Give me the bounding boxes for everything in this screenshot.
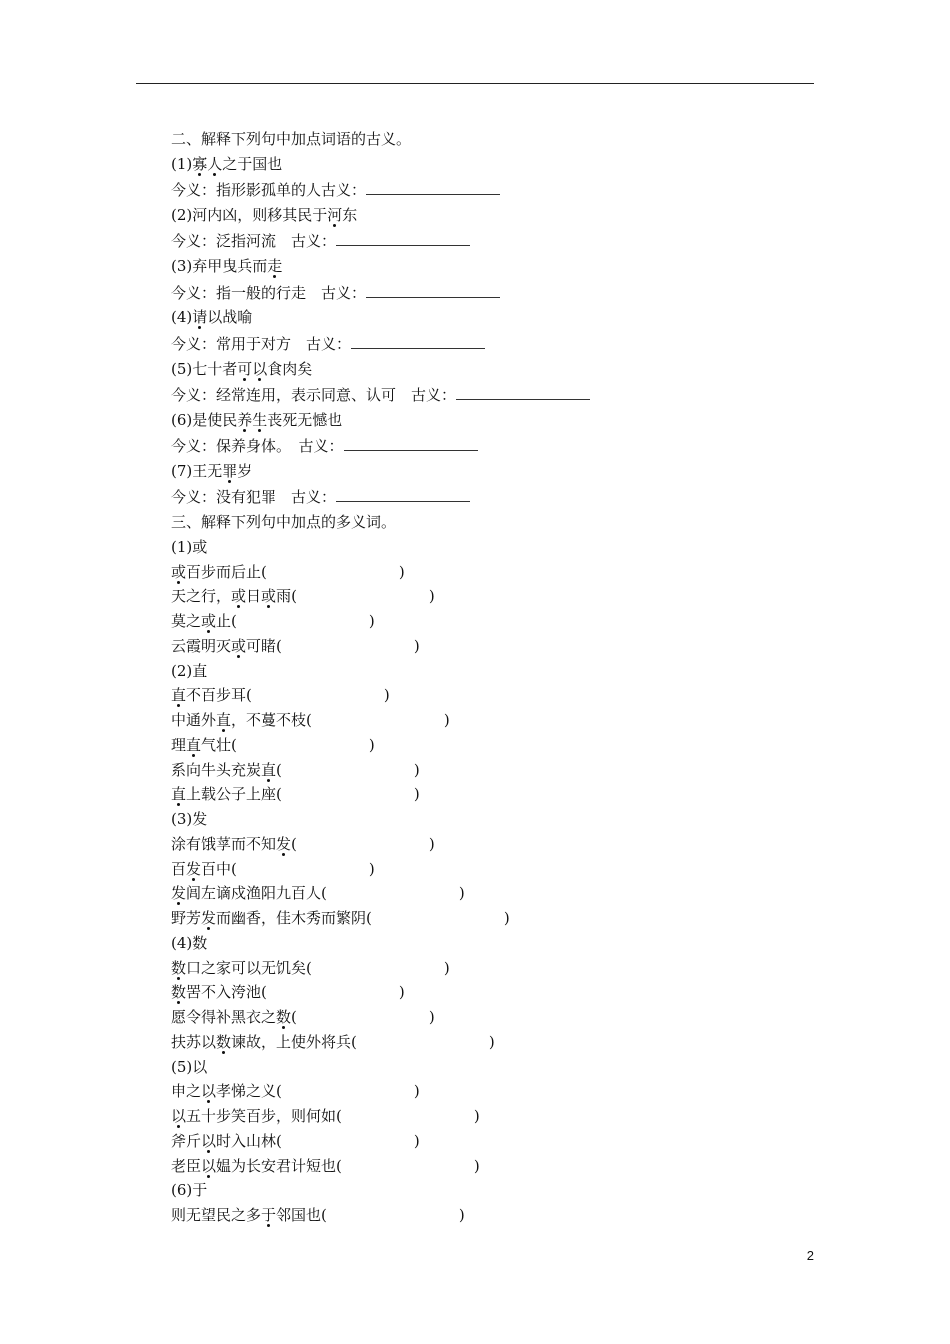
text-segment: 愿令得补黑衣之 [171,1008,277,1027]
dotted-word: 或 [231,636,247,655]
text-segment: 申之 [171,1082,202,1101]
text-line [171,357,811,382]
text-segment: (3)弃甲曳兵而 [171,257,268,276]
text-segment: (5)以 [171,1057,208,1076]
close-paren: ) [443,711,450,730]
text-segment: (1)或 [171,537,208,556]
text-segment: 食肉矣 [267,359,313,378]
text-segment: 罟不入洿池( [186,983,267,1002]
text-line [171,560,811,585]
text-segment: 以战喻 [207,308,253,327]
close-paren: ) [398,562,405,581]
dotted-word: 或 [231,587,247,606]
text-segment: 日 [246,587,262,606]
text-line [171,881,811,906]
text-segment: 闾左谪戍渔阳九百人( [186,884,327,903]
dotted-word: 或 [261,587,277,606]
dotted-word: 罪 [222,461,238,480]
text-segment: (6)于 [171,1181,208,1200]
text-segment: 止( [216,612,237,631]
text-segment: 五十步笑百步，则何如( [186,1107,342,1126]
text-line [171,408,811,433]
text-segment: 三、解释下列句中加点的多义词。 [171,513,397,532]
close-paren: ) [458,1206,465,1225]
text-segment: 老臣 [171,1156,202,1175]
text-segment: 口之家可以无饥矣( [186,958,312,977]
close-paren: ) [443,958,450,977]
page-number: 2 [806,1248,814,1263]
text-segment: (3)发 [171,810,208,829]
text-line [171,807,811,832]
text-segment: (2)河内凶，则移其民于 [171,205,328,224]
text-segment: ，不蔓不枝( [231,711,312,730]
dotted-word: 直 [216,711,232,730]
dotted-word: 发 [186,859,202,878]
close-paren: ) [383,686,390,705]
text-segment: 则无望民之多 [171,1206,262,1225]
text-line [171,485,811,510]
text-segment: 今义：常用于对方 古义： [171,334,352,353]
text-segment: 丧死无憾也 [267,410,343,429]
dotted-word: 发 [201,909,217,928]
text-segment: 谏故，上使外将兵( [231,1032,357,1051]
dotted-word: 数 [171,983,187,1002]
text-line [171,178,811,203]
text-line [171,1055,811,1080]
close-paren: ) [488,1032,495,1051]
text-segment: ( [291,1008,297,1027]
dotted-word: 直 [186,735,202,754]
close-paren: ) [428,834,435,853]
dotted-word: 以 [201,1082,217,1101]
text-segment: 百步而后止( [186,562,267,581]
text-segment: (4)数 [171,933,208,952]
text-segment: 中通外 [171,711,217,730]
text-segment: 扶苏以 [171,1032,217,1051]
text-segment: 野芳 [171,909,202,928]
answer-blank[interactable] [336,489,470,502]
dotted-word: 直 [171,785,187,804]
text-segment: 上载公子上座( [186,785,282,804]
text-segment: 时入山林( [216,1131,282,1150]
dotted-word: 以 [201,1156,217,1175]
dotted-word: 直 [171,686,187,705]
close-paren: ) [473,1156,480,1175]
close-paren: ) [473,1107,480,1126]
text-segment: 百 [171,859,187,878]
answer-blank[interactable] [366,182,500,195]
dotted-word: 走 [267,257,283,276]
text-line [171,1129,811,1154]
text-segment: 邻国也( [276,1206,327,1225]
text-line [171,383,811,408]
text-line [171,510,811,535]
dotted-word: 生 [252,410,268,429]
text-line [171,782,811,807]
text-line [171,434,811,459]
close-paren: ) [413,760,420,779]
text-line [171,1079,811,1104]
text-line [171,634,811,659]
text-segment: 而幽香，佳木秀而繁阴( [216,909,372,928]
text-line [171,535,811,560]
dotted-word: 以 [252,359,268,378]
dotted-word: 于 [261,1206,277,1225]
close-paren: ) [413,785,420,804]
text-segment: 系向牛头充炭 [171,760,262,779]
text-line [171,459,811,484]
close-paren: ) [368,735,375,754]
text-segment: 媪为长安君计短也( [216,1156,342,1175]
text-segment: 今义：保养身体。 古义： [171,437,344,456]
text-segment: (6)是使民 [171,410,238,429]
text-line [171,1178,811,1203]
answer-blank[interactable] [456,387,590,400]
text-line [171,1005,811,1030]
text-segment: 今义：经常连用，表示同意、认可 古义： [171,385,457,404]
text-line [171,584,811,609]
text-line [171,1030,811,1055]
text-segment: 气壮( [201,735,237,754]
text-segment: 岁 [237,461,253,480]
text-line [171,832,811,857]
text-line [171,281,811,306]
answer-blank[interactable] [344,438,478,451]
text-line [171,683,811,708]
text-segment: 百中( [201,859,237,878]
text-segment: 今义：指形影孤单的人古义： [171,181,367,200]
text-segment: 不百步耳( [186,686,252,705]
text-line [171,659,811,684]
text-line [171,857,811,882]
text-segment: 雨( [276,587,297,606]
text-segment: 今义：没有犯罪 古义： [171,488,337,507]
text-line [171,254,811,279]
text-segment: 理 [171,735,187,754]
text-line [171,931,811,956]
dotted-word: 数 [216,1032,232,1051]
text-segment: ( [291,834,297,853]
text-line [171,229,811,254]
text-segment: 可睹( [246,636,282,655]
text-line [171,980,811,1005]
dotted-word: 以 [171,1107,187,1126]
text-segment: 今义：泛指河流 古义： [171,232,337,251]
close-paren: ) [368,612,375,631]
text-line [171,1104,811,1129]
dotted-word: 可 [237,359,253,378]
close-paren: ) [428,1008,435,1027]
dotted-word: 或 [201,612,217,631]
close-paren: ) [413,1082,420,1101]
text-segment: 二、解释下列句中加点词语的古义。 [171,130,412,148]
dotted-word: 以 [201,1131,217,1150]
worksheet-body [171,127,811,1228]
dotted-word: 发 [276,834,292,853]
dotted-word: 养 [237,410,253,429]
dotted-word: 发 [171,884,187,903]
close-paren: ) [458,884,465,903]
text-segment: 斧斤 [171,1131,202,1150]
text-segment: (4) [171,308,193,327]
text-line [171,906,811,931]
close-paren: ) [428,587,435,606]
text-line [171,152,811,177]
text-segment: 莫之 [171,612,202,631]
close-paren: ) [413,1131,420,1150]
text-segment: 今义：指一般的行走 古义： [171,283,367,302]
text-segment: (7)王无 [171,461,223,480]
text-line [171,708,811,733]
text-line [171,1203,811,1228]
text-segment: 涂有饿莩而不知 [171,834,277,853]
answer-blank[interactable] [366,285,500,298]
text-segment: 孝悌之义( [216,1082,282,1101]
text-line [171,305,811,330]
dotted-word: 寡 [192,154,208,173]
text-line [171,332,811,357]
answer-blank[interactable] [336,233,470,246]
text-segment: ( [276,760,282,779]
close-paren: ) [398,983,405,1002]
dotted-word: 数 [171,958,187,977]
dotted-word: 河 [327,205,343,224]
dotted-word: 数 [276,1008,292,1027]
text-segment: (1) [171,154,193,173]
text-line [171,733,811,758]
text-segment: 云霞明灭 [171,636,232,655]
close-paren: ) [413,636,420,655]
close-paren: ) [503,909,510,928]
text-line [171,758,811,783]
text-segment: (5)七十者 [171,359,238,378]
text-line [171,956,811,981]
answer-blank[interactable] [351,336,485,349]
dotted-word: 或 [171,562,187,581]
dotted-word: 直 [261,760,277,779]
dotted-word: 人 [207,154,223,173]
text-line [171,1154,811,1179]
text-line [171,203,811,228]
header-rule [136,83,814,84]
text-segment: 之于国也 [222,154,283,173]
close-paren: ) [368,859,375,878]
text-line [171,127,811,152]
text-segment: 东 [342,205,358,224]
text-line [171,609,811,634]
text-segment: 天之行， [171,587,232,606]
text-segment: (2)直 [171,661,208,680]
dotted-word: 请 [192,308,208,327]
